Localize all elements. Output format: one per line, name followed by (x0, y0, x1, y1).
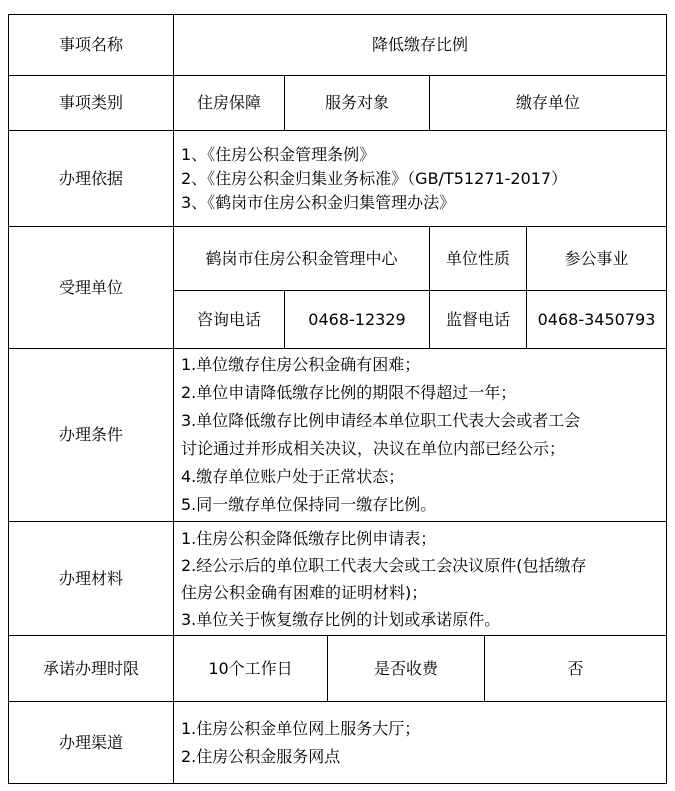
time-limit-value: 10个工作日 (208, 658, 293, 678)
unit-nature-value: 参公事业 (564, 248, 629, 268)
service-target-value: 缴存单位 (515, 93, 580, 112)
list-item: 1、《住房公积金管理条例》 (181, 144, 376, 164)
list-item: 2.住房公积金服务网点 (181, 746, 341, 766)
channel-list (174, 702, 666, 783)
consult-phone-label: 咨询电话 (196, 309, 261, 329)
category-label: 事项类别 (58, 93, 123, 112)
list-item: 2.单位申请降低缴存比例的期限不得超过一年； (181, 383, 517, 402)
accepting-unit-value: 鹤岗市住房公积金管理中心 (205, 248, 398, 268)
list-item: 1.单位缴存住房公积金确有困难； (181, 355, 421, 374)
table-border-bottom (8, 783, 667, 784)
fee-label: 是否收费 (373, 658, 438, 678)
channel-label: 办理渠道 (58, 732, 123, 752)
basis-list (174, 131, 666, 226)
materials-label: 办理材料 (58, 568, 123, 588)
consult-phone-value: 0468-12329 (308, 309, 406, 329)
list-item: 2.经公示后的单位职工代表大会或工会决议原件(包括缴存 (181, 555, 587, 575)
list-item: 1.住房公积金降低缴存比例申请表； (181, 528, 437, 548)
list-item: 讨论通过并形成相关决议，决议在单位内部已经公示； (181, 439, 566, 458)
list-item: 5.同一缴存单位保持同一缴存比例。 (181, 495, 437, 514)
materials-list (174, 522, 666, 635)
accepting-unit-label: 受理单位 (58, 277, 123, 297)
list-item: 2、《住房公积金归集业务标准》（GB/T51271-2017） (181, 168, 568, 188)
time-limit-label: 承诺办理时限 (42, 658, 139, 678)
basis-label: 办理依据 (58, 168, 123, 188)
unit-nature-label: 单位性质 (445, 248, 510, 268)
item-name-label: 事项名称 (58, 35, 123, 54)
supervise-phone-value: 0468-3450793 (537, 309, 656, 329)
fee-value: 否 (567, 658, 584, 678)
list-item: 4.缴存单位账户处于正常状态； (181, 467, 405, 486)
list-item: 3、《鹤岗市住房公积金归集管理办法》 (181, 192, 456, 212)
list-item: 住房公积金确有困难的证明材料)； (181, 582, 428, 602)
supervise-phone-label: 监督电话 (445, 309, 510, 329)
category-value: 住房保障 (196, 93, 261, 112)
list-item: 3.单位降低缴存比例申请经本单位职工代表大会或者工会 (181, 411, 581, 430)
conditions-list (174, 349, 666, 521)
list-item: 1.住房公积金单位网上服务大厅； (181, 718, 421, 738)
list-item: 3.单位关于恢复缴存比例的计划或承诺原件。 (181, 609, 501, 629)
service-target-label: 服务对象 (324, 93, 389, 112)
item-name-value: 降低缴存比例 (371, 35, 468, 54)
conditions-label: 办理条件 (58, 425, 123, 444)
